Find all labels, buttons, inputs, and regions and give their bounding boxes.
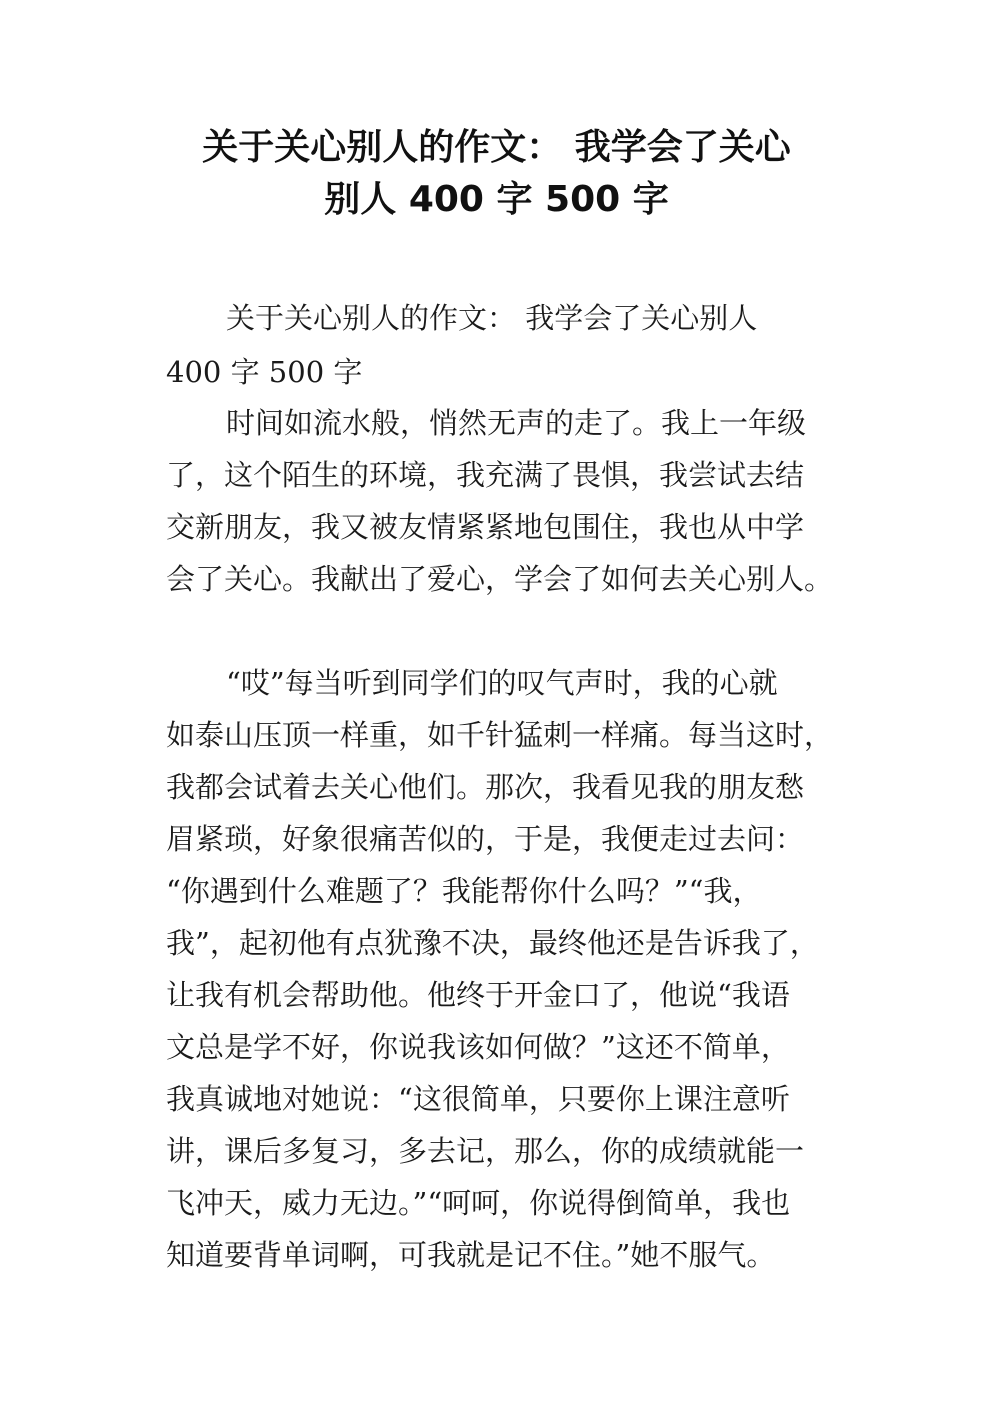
title-line-1: 关于关心别人的作文： 我学会了关心 xyxy=(202,127,791,168)
body-line-18: 知道要背单词啊，可我就是记不住。”她不服气。 xyxy=(166,1238,776,1272)
body-line-4: 了，这个陌生的环境，我充满了畏惧，我尝试去结 xyxy=(166,458,805,492)
body-line-9: 我都会试着去关心他们。那次，我看见我的朋友愁 xyxy=(166,770,805,804)
body-line-2: 400 字 500 字 xyxy=(166,355,363,389)
body-line-12: 我”，起初他有点犹豫不决，最终他还是告诉我了， xyxy=(166,926,819,960)
body-line-17: 飞冲天，威力无边。”“呵呵，你说得倒简单，我也 xyxy=(166,1186,791,1220)
body-line-10: 眉紧琐，好象很痛苦似的，于是，我便走过去问： xyxy=(166,822,805,856)
body-line-14: 文总是学不好，你说我该如何做？”这还不简单， xyxy=(166,1030,790,1064)
body-line-11: “你遇到什么难题了？我能帮你什么吗？”“我， xyxy=(166,874,762,908)
body-line-7: “哎”每当听到同学们的叹气声时，我的心就 xyxy=(226,666,778,700)
body-line-15: 我真诚地对她说：“这很简单，只要你上课注意听 xyxy=(166,1082,790,1116)
body-line-13: 让我有机会帮助他。他终于开金口了，他说“我语 xyxy=(166,978,790,1012)
body-line-1: 关于关心别人的作文： 我学会了关心别人 xyxy=(226,301,758,335)
body-line-6: 会了关心。我献出了爱心，学会了如何去关心别人。 xyxy=(166,562,834,596)
body-line-8: 如泰山压顶一样重，如千针猛刺一样痛。每当这时， xyxy=(166,718,834,752)
body-line-3: 时间如流水般，悄然无声的走了。我上一年级 xyxy=(226,406,807,440)
body-line-5: 交新朋友，我又被友情紧紧地包围住，我也从中学 xyxy=(166,510,805,544)
title-line-2: 别人 400 字 500 字 xyxy=(324,179,669,220)
document-title xyxy=(150,122,843,226)
body-line-16: 讲，课后多复习，多去记，那么，你的成绩就能一 xyxy=(166,1134,805,1168)
